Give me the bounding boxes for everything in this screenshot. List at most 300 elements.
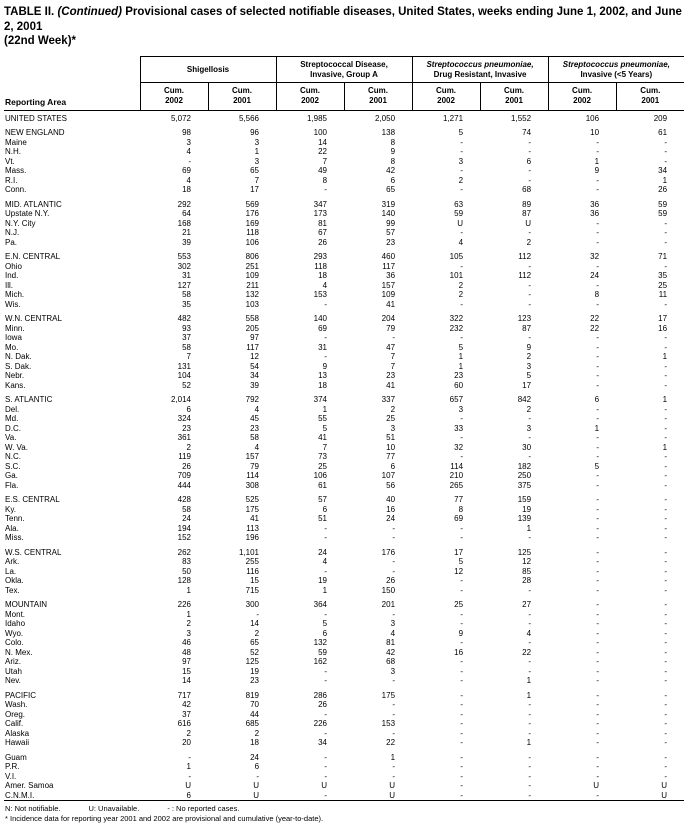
value-cell: 32 bbox=[590, 252, 600, 262]
table-row bbox=[4, 462, 684, 472]
value-cell: 3 bbox=[390, 619, 396, 629]
value-cell: - bbox=[664, 690, 668, 700]
value-cell: 8 bbox=[322, 175, 328, 185]
value-cell: - bbox=[324, 752, 328, 762]
value-cell: 113 bbox=[246, 523, 260, 533]
value-cell: - bbox=[596, 647, 600, 657]
group-label-line1: Streptococcal Disease, bbox=[300, 60, 388, 70]
value-cell: - bbox=[392, 700, 396, 710]
value-cell: - bbox=[324, 790, 328, 800]
value-cell: - bbox=[392, 728, 396, 738]
table-row bbox=[4, 452, 684, 462]
value-cell: 69 bbox=[182, 166, 191, 176]
reporting-area-cell: S.C. bbox=[5, 461, 21, 471]
value-cell: 65 bbox=[250, 638, 260, 648]
value-cell: 482 bbox=[177, 314, 191, 324]
notifiable-diseases-table bbox=[4, 56, 684, 801]
reporting-area-cell: Del. bbox=[5, 404, 20, 414]
reporting-area-cell: N. Dak. bbox=[5, 352, 32, 362]
value-cell: - bbox=[460, 728, 464, 738]
value-cell: 52 bbox=[182, 380, 191, 390]
value-cell: 19 bbox=[522, 504, 532, 514]
value-cell: - bbox=[528, 728, 532, 738]
value-cell: - bbox=[596, 700, 600, 710]
value-cell: - bbox=[664, 137, 668, 147]
table-row bbox=[4, 238, 684, 248]
value-cell: 59 bbox=[454, 209, 464, 219]
value-cell: - bbox=[460, 523, 464, 533]
value-cell: - bbox=[596, 676, 600, 686]
table-row bbox=[4, 390, 684, 405]
value-cell: - bbox=[664, 719, 668, 729]
value-cell: 2 bbox=[390, 404, 396, 414]
value-cell: 97 bbox=[250, 333, 260, 343]
value-cell: 18 bbox=[318, 271, 328, 281]
value-cell: 159 bbox=[517, 495, 532, 505]
table-row bbox=[4, 543, 684, 558]
reporting-area-cell: C.N.M.I. bbox=[5, 790, 35, 800]
value-cell: - bbox=[460, 137, 464, 147]
value-cell: - bbox=[596, 523, 600, 533]
table-row bbox=[4, 147, 684, 157]
value-cell: - bbox=[528, 666, 532, 676]
table-row bbox=[4, 333, 684, 343]
value-cell: - bbox=[528, 414, 532, 424]
value-cell: - bbox=[596, 600, 600, 610]
value-cell: 36 bbox=[590, 199, 600, 209]
value-cell: - bbox=[460, 147, 464, 157]
value-cell: - bbox=[528, 452, 532, 462]
reporting-area-cell: Tenn. bbox=[5, 514, 25, 524]
value-cell: 23 bbox=[182, 423, 191, 433]
value-cell: - bbox=[460, 585, 464, 595]
value-cell: 337 bbox=[381, 395, 396, 405]
table-row bbox=[4, 219, 684, 229]
reporting-area-cell: W.S. CENTRAL bbox=[5, 547, 62, 557]
value-cell: - bbox=[596, 175, 600, 185]
value-cell: 1 bbox=[662, 352, 668, 362]
value-cell: 52 bbox=[250, 647, 260, 657]
value-cell: - bbox=[596, 690, 600, 700]
value-cell: 1,271 bbox=[443, 113, 464, 123]
value-cell: 65 bbox=[386, 185, 396, 195]
value-cell: - bbox=[664, 218, 668, 228]
value-cell: - bbox=[324, 185, 328, 195]
value-cell: 152 bbox=[177, 533, 191, 543]
value-cell: 2 bbox=[526, 237, 532, 247]
reporting-area-cell: Wis. bbox=[5, 299, 21, 309]
subheader-cum-2001: Cum. 2001 bbox=[480, 83, 548, 110]
value-cell: 101 bbox=[449, 271, 464, 281]
column-group-s-pneumoniae-under5 bbox=[548, 57, 684, 83]
value-cell: - bbox=[528, 290, 532, 300]
value-cell: 31 bbox=[318, 342, 328, 352]
reporting-area-cell: Vt. bbox=[5, 156, 15, 166]
value-cell: 2 bbox=[458, 290, 464, 300]
value-cell: - bbox=[664, 404, 668, 414]
value-cell: 324 bbox=[177, 414, 191, 424]
footnote-not-notifiable: N: Not notifiable. bbox=[5, 804, 61, 814]
value-cell: 34 bbox=[658, 166, 668, 176]
table-row bbox=[4, 648, 684, 658]
table-row bbox=[4, 481, 684, 491]
value-cell: 553 bbox=[177, 252, 191, 262]
reporting-area-cell: UNITED STATES bbox=[5, 113, 67, 123]
value-cell: 4 bbox=[254, 404, 260, 414]
reporting-area-cell: N.C. bbox=[5, 452, 21, 462]
value-cell: 322 bbox=[449, 314, 464, 324]
reporting-area-cell: R.I. bbox=[5, 175, 18, 185]
value-cell: 20 bbox=[182, 738, 191, 748]
value-cell: - bbox=[596, 514, 600, 524]
value-cell: - bbox=[596, 585, 600, 595]
value-cell: - bbox=[664, 638, 668, 648]
reporting-area-cell: P.R. bbox=[5, 762, 20, 772]
value-cell: - bbox=[664, 433, 668, 443]
value-cell: - bbox=[596, 566, 600, 576]
value-cell: 18 bbox=[250, 738, 260, 748]
value-cell: 112 bbox=[518, 252, 532, 262]
value-cell: 24 bbox=[318, 547, 328, 557]
value-cell: 63 bbox=[454, 199, 464, 209]
value-cell: - bbox=[664, 647, 668, 657]
table-row bbox=[4, 567, 684, 577]
value-cell: 201 bbox=[381, 600, 396, 610]
table-row bbox=[4, 166, 684, 176]
value-cell: - bbox=[596, 380, 600, 390]
value-cell: 157 bbox=[245, 452, 260, 462]
value-cell: 7 bbox=[186, 352, 191, 362]
group-label-line2: Invasive, Group A bbox=[310, 69, 378, 79]
table-row bbox=[4, 209, 684, 219]
value-cell: 26 bbox=[182, 461, 191, 471]
value-cell: 211 bbox=[246, 280, 260, 290]
value-cell: 58 bbox=[250, 433, 260, 443]
value-cell: 5 bbox=[458, 128, 464, 138]
value-cell: 22 bbox=[590, 314, 600, 324]
value-cell: 58 bbox=[182, 504, 191, 514]
reporting-area-cell: Colo. bbox=[5, 638, 24, 648]
value-cell: - bbox=[596, 628, 600, 638]
value-cell: 709 bbox=[177, 471, 191, 481]
table-row bbox=[4, 424, 684, 434]
value-cell: 81 bbox=[386, 638, 396, 648]
value-cell: - bbox=[664, 361, 668, 371]
value-cell: - bbox=[528, 280, 532, 290]
value-cell: 8 bbox=[594, 290, 600, 300]
value-cell: 64 bbox=[182, 209, 191, 219]
value-cell: 182 bbox=[517, 461, 532, 471]
table-row bbox=[4, 271, 684, 281]
value-cell: - bbox=[460, 228, 464, 238]
value-cell: - bbox=[528, 175, 532, 185]
value-cell: 42 bbox=[386, 166, 396, 176]
value-cell: - bbox=[528, 333, 532, 343]
table-row bbox=[4, 110, 684, 123]
value-cell: 61 bbox=[318, 480, 328, 490]
value-cell: 194 bbox=[177, 523, 191, 533]
value-cell: 132 bbox=[245, 290, 260, 300]
value-cell: 361 bbox=[177, 433, 191, 443]
value-cell: 685 bbox=[245, 719, 260, 729]
value-cell: 39 bbox=[250, 380, 260, 390]
value-cell: 226 bbox=[313, 719, 328, 729]
value-cell: - bbox=[460, 676, 464, 686]
value-cell: - bbox=[528, 228, 532, 238]
reporting-area-cell: Ill. bbox=[5, 280, 13, 290]
value-cell: - bbox=[596, 504, 600, 514]
value-cell: 100 bbox=[313, 128, 328, 138]
reporting-area-cell: Utah bbox=[5, 666, 22, 676]
table-row bbox=[4, 433, 684, 443]
value-cell: 792 bbox=[245, 395, 260, 405]
value-cell: - bbox=[596, 237, 600, 247]
value-cell: 175 bbox=[245, 504, 260, 514]
value-cell: 819 bbox=[245, 690, 260, 700]
reporting-area-cell: Wyo. bbox=[5, 628, 24, 638]
value-cell: - bbox=[528, 638, 532, 648]
value-cell: 6 bbox=[254, 762, 260, 772]
value-cell: 23 bbox=[386, 371, 396, 381]
table-row bbox=[4, 343, 684, 353]
value-cell: 319 bbox=[381, 199, 396, 209]
value-cell: 97 bbox=[182, 657, 191, 667]
value-cell: 12 bbox=[250, 352, 260, 362]
value-cell: 139 bbox=[517, 514, 532, 524]
value-cell: 26 bbox=[318, 237, 328, 247]
value-cell: 428 bbox=[177, 495, 191, 505]
value-cell: - bbox=[528, 762, 532, 772]
value-cell: - bbox=[460, 576, 464, 586]
value-cell: 89 bbox=[522, 199, 532, 209]
value-cell: - bbox=[460, 261, 464, 271]
value-cell: - bbox=[528, 433, 532, 443]
value-cell: 7 bbox=[322, 442, 328, 452]
table-row bbox=[4, 324, 684, 334]
value-cell: 98 bbox=[182, 128, 191, 138]
value-cell: U bbox=[661, 781, 668, 791]
value-cell: 15 bbox=[250, 576, 260, 586]
value-cell: - bbox=[528, 752, 532, 762]
reporting-area-cell: Calif. bbox=[5, 719, 24, 729]
value-cell: - bbox=[392, 762, 396, 772]
value-cell: 364 bbox=[313, 600, 328, 610]
value-cell: 47 bbox=[386, 342, 396, 352]
value-cell: - bbox=[664, 299, 668, 309]
value-cell: 157 bbox=[381, 280, 396, 290]
value-cell: 8 bbox=[458, 504, 464, 514]
value-cell: 34 bbox=[250, 371, 260, 381]
column-group-shigellosis bbox=[140, 57, 276, 83]
value-cell: 61 bbox=[658, 128, 668, 138]
value-cell: - bbox=[392, 557, 396, 567]
reporting-area-cell: Iowa bbox=[5, 333, 22, 343]
subheader-cum-2001: Cum. 2001 bbox=[344, 83, 412, 110]
reporting-area-cell: Maine bbox=[5, 137, 27, 147]
group-label-line1: Streptococcus pneumoniae, bbox=[426, 60, 534, 70]
value-cell: 1,101 bbox=[238, 547, 260, 557]
footnotes bbox=[4, 804, 684, 824]
reporting-area-cell: Idaho bbox=[5, 619, 26, 629]
reporting-area-cell: Minn. bbox=[5, 323, 25, 333]
value-cell: 292 bbox=[177, 199, 191, 209]
reporting-area-cell: Ala. bbox=[5, 523, 19, 533]
reporting-area-cell: Upstate N.Y. bbox=[5, 209, 50, 219]
footnote-abbreviations bbox=[5, 804, 684, 814]
value-cell: - bbox=[392, 676, 396, 686]
value-cell: - bbox=[596, 404, 600, 414]
value-cell: - bbox=[596, 352, 600, 362]
value-cell: 1 bbox=[526, 523, 532, 533]
reporting-area-cell: Tex. bbox=[5, 585, 20, 595]
reporting-area-header: Reporting Area bbox=[4, 57, 140, 110]
table-row bbox=[4, 748, 684, 763]
value-cell: - bbox=[596, 547, 600, 557]
value-cell: - bbox=[460, 299, 464, 309]
value-cell: 39 bbox=[182, 237, 191, 247]
value-cell: - bbox=[664, 156, 668, 166]
reporting-area-cell: Ga. bbox=[5, 471, 18, 481]
value-cell: - bbox=[188, 156, 191, 166]
value-cell: 717 bbox=[177, 690, 191, 700]
value-cell: - bbox=[324, 533, 328, 543]
value-cell: 4 bbox=[186, 175, 191, 185]
value-cell: - bbox=[664, 557, 668, 567]
table-title bbox=[4, 5, 684, 49]
value-cell: - bbox=[256, 771, 260, 781]
reporting-area-cell: Ky. bbox=[5, 504, 16, 514]
value-cell: 87 bbox=[522, 209, 532, 219]
value-cell: - bbox=[460, 185, 464, 195]
value-cell: - bbox=[528, 609, 532, 619]
group-label-line1: Streptococcus pneumoniae, bbox=[562, 60, 670, 70]
value-cell: 96 bbox=[250, 128, 260, 138]
value-cell: 9 bbox=[390, 147, 396, 157]
value-cell: 125 bbox=[245, 657, 260, 667]
value-cell: - bbox=[596, 657, 600, 667]
value-cell: - bbox=[324, 352, 328, 362]
value-cell: - bbox=[528, 137, 532, 147]
title-main: Provisional cases of selected notifiable diseases, United States, weeks ending June 1, 2002, and June 2, 2001 bbox=[4, 6, 682, 33]
value-cell: 60 bbox=[454, 380, 464, 390]
value-cell: - bbox=[528, 700, 532, 710]
table-row bbox=[4, 405, 684, 415]
value-cell: 176 bbox=[381, 547, 396, 557]
value-cell: 25 bbox=[454, 600, 464, 610]
value-cell: 1 bbox=[526, 738, 532, 748]
value-cell: 8 bbox=[390, 137, 396, 147]
value-cell: - bbox=[664, 533, 668, 543]
value-cell: - bbox=[528, 719, 532, 729]
value-cell: - bbox=[596, 533, 600, 543]
table-row bbox=[4, 138, 684, 148]
value-cell: 28 bbox=[522, 576, 532, 586]
value-cell: - bbox=[460, 738, 464, 748]
value-cell: - bbox=[664, 452, 668, 462]
value-cell: - bbox=[664, 738, 668, 748]
value-cell: - bbox=[596, 137, 600, 147]
value-cell: U bbox=[253, 781, 260, 791]
value-cell: 9 bbox=[594, 166, 600, 176]
value-cell: - bbox=[664, 666, 668, 676]
subheader-cum-2002: Cum. 2002 bbox=[412, 83, 480, 110]
value-cell: 48 bbox=[182, 647, 191, 657]
value-cell: 26 bbox=[658, 185, 668, 195]
title-line2: (22nd Week)* bbox=[4, 35, 77, 48]
table-row bbox=[4, 247, 684, 262]
reporting-area-cell: N. Mex. bbox=[5, 647, 33, 657]
value-cell: - bbox=[664, 371, 668, 381]
value-cell: 69 bbox=[454, 514, 464, 524]
value-cell: 114 bbox=[450, 461, 464, 471]
value-cell: 5 bbox=[526, 371, 532, 381]
value-cell: - bbox=[460, 657, 464, 667]
value-cell: - bbox=[460, 619, 464, 629]
value-cell: 13 bbox=[318, 371, 328, 381]
value-cell: 6 bbox=[390, 175, 396, 185]
value-cell: 4 bbox=[186, 147, 191, 157]
value-cell: - bbox=[664, 762, 668, 772]
value-cell: - bbox=[664, 752, 668, 762]
value-cell: - bbox=[664, 657, 668, 667]
value-cell: 109 bbox=[381, 290, 396, 300]
value-cell: 83 bbox=[182, 557, 191, 567]
value-cell: 17 bbox=[454, 547, 464, 557]
value-cell: 17 bbox=[658, 314, 668, 324]
value-cell: - bbox=[528, 533, 532, 543]
value-cell: - bbox=[528, 709, 532, 719]
value-cell: - bbox=[460, 719, 464, 729]
value-cell: 87 bbox=[522, 323, 532, 333]
value-cell: 16 bbox=[386, 504, 396, 514]
subheader-cum-2002: Cum. 2002 bbox=[140, 83, 208, 110]
value-cell: 5 bbox=[322, 619, 328, 629]
value-cell: 460 bbox=[381, 252, 396, 262]
value-cell: 173 bbox=[313, 209, 328, 219]
value-cell: 23 bbox=[250, 676, 260, 686]
table-row bbox=[4, 595, 684, 610]
value-cell: - bbox=[324, 333, 328, 343]
table-body bbox=[4, 110, 684, 801]
value-cell: - bbox=[596, 557, 600, 567]
value-cell: 17 bbox=[522, 380, 532, 390]
value-cell: 14 bbox=[318, 137, 328, 147]
table-row bbox=[4, 719, 684, 729]
value-cell: - bbox=[664, 147, 668, 157]
value-cell: 11 bbox=[658, 290, 668, 300]
value-cell: - bbox=[596, 719, 600, 729]
value-cell: - bbox=[664, 495, 668, 505]
value-cell: - bbox=[596, 333, 600, 343]
value-cell: - bbox=[664, 771, 668, 781]
value-cell: U bbox=[593, 781, 600, 791]
value-cell: 1 bbox=[526, 676, 532, 686]
value-cell: 7 bbox=[254, 175, 260, 185]
value-cell: 286 bbox=[313, 690, 328, 700]
value-cell: 374 bbox=[313, 395, 328, 405]
value-cell: 59 bbox=[658, 199, 668, 209]
value-cell: 116 bbox=[246, 566, 260, 576]
value-cell: U bbox=[389, 781, 396, 791]
table-row bbox=[4, 281, 684, 291]
reporting-area-cell: Ariz. bbox=[5, 657, 21, 667]
value-cell: - bbox=[596, 480, 600, 490]
value-cell: 106 bbox=[585, 113, 600, 123]
value-cell: 162 bbox=[313, 657, 328, 667]
value-cell: - bbox=[324, 676, 328, 686]
value-cell: - bbox=[460, 414, 464, 424]
table-row bbox=[4, 381, 684, 391]
